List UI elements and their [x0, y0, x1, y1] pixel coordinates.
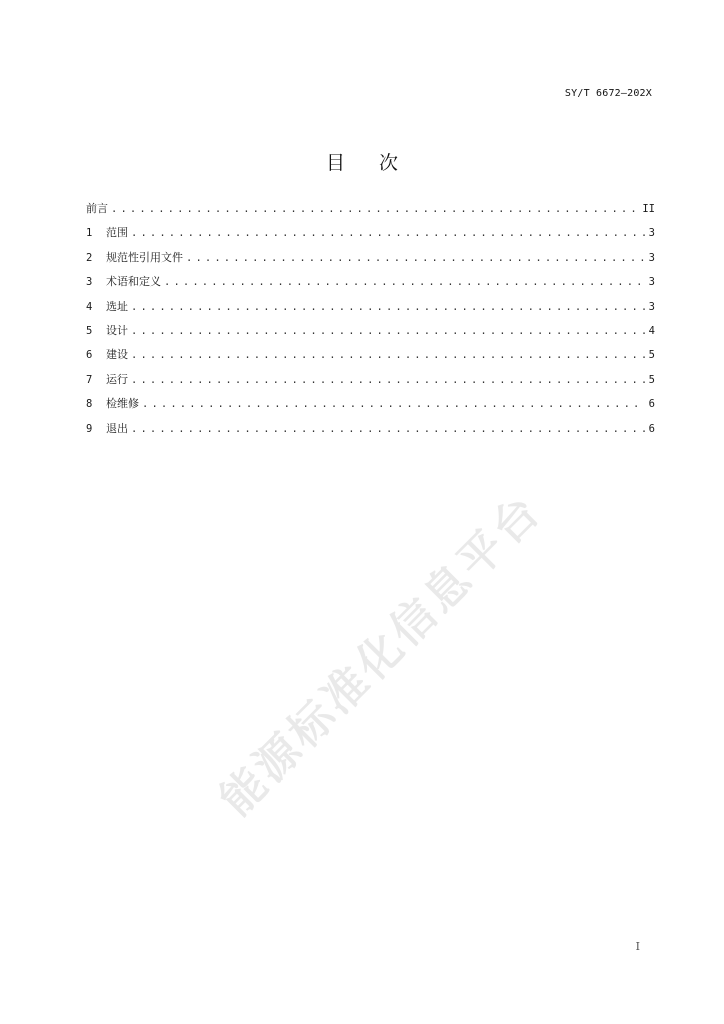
toc-dot-leader — [186, 250, 645, 267]
toc-entry-normative-references[interactable] — [86, 249, 655, 273]
toc-entry-number: 4 — [86, 300, 93, 313]
toc-entry-decommissioning[interactable] — [86, 420, 655, 444]
toc-dot-leader — [131, 323, 645, 340]
toc-entry-label: 规范性引用文件 — [106, 250, 183, 264]
toc-entry-number: 6 — [86, 349, 93, 362]
toc-entry-label: 退出 — [106, 421, 128, 435]
toc-entry-page: 5 — [648, 373, 655, 386]
toc-entry-number: 3 — [86, 276, 93, 289]
toc-entry-construction[interactable] — [86, 346, 655, 370]
toc-entry-design[interactable] — [86, 322, 655, 346]
toc-title-char-2: 次 — [379, 152, 399, 174]
toc-entry-number: 9 — [86, 422, 93, 435]
toc-entry-label: 前言 — [86, 202, 108, 215]
page-number: I — [635, 940, 640, 953]
toc-entry-label: 运行 — [106, 372, 128, 386]
toc-entry-number: 2 — [86, 251, 93, 264]
toc-entry-maintenance[interactable] — [86, 395, 655, 419]
toc-dot-leader — [131, 225, 645, 242]
toc-entry-label: 检维修 — [106, 397, 139, 411]
toc-entry-label: 术语和定义 — [106, 275, 161, 289]
toc-entry-site-selection[interactable] — [86, 298, 655, 322]
toc-dot-leader — [111, 201, 638, 218]
toc-title — [0, 148, 724, 175]
toc-entry-label: 建设 — [106, 348, 128, 362]
toc-entry-page: 6 — [648, 398, 655, 411]
table-of-contents — [86, 200, 655, 444]
toc-entry-page: 3 — [648, 300, 655, 313]
toc-entry-foreword[interactable] — [86, 200, 655, 224]
toc-dot-leader — [164, 274, 645, 291]
toc-entry-page: II — [642, 203, 655, 215]
toc-entry-page: 4 — [648, 324, 655, 337]
toc-entry-page: 3 — [648, 276, 655, 289]
toc-entry-number: 8 — [86, 398, 93, 411]
toc-dot-leader — [142, 396, 645, 413]
toc-entry-number: 1 — [86, 227, 93, 240]
toc-entry-page: 3 — [648, 227, 655, 240]
toc-dot-leader — [131, 299, 645, 316]
toc-dot-leader — [131, 347, 645, 364]
watermark: 能源标准化信息平台 — [210, 484, 552, 826]
standard-code: SY/T 6672—202X — [564, 88, 652, 99]
toc-dot-leader — [131, 372, 645, 389]
toc-entry-page: 3 — [648, 251, 655, 264]
toc-title-char-1: 目 — [325, 152, 345, 174]
toc-entry-number: 7 — [86, 373, 93, 386]
toc-entry-scope[interactable] — [86, 224, 655, 248]
toc-entry-terms-definitions[interactable] — [86, 273, 655, 297]
toc-entry-operation[interactable] — [86, 371, 655, 395]
toc-entry-page: 5 — [648, 349, 655, 362]
toc-entry-page: 6 — [648, 422, 655, 435]
toc-entry-label: 设计 — [106, 323, 128, 337]
toc-entry-label: 选址 — [106, 299, 128, 313]
toc-entry-label: 范围 — [106, 226, 128, 240]
toc-entry-number: 5 — [86, 324, 93, 337]
toc-dot-leader — [131, 421, 645, 438]
